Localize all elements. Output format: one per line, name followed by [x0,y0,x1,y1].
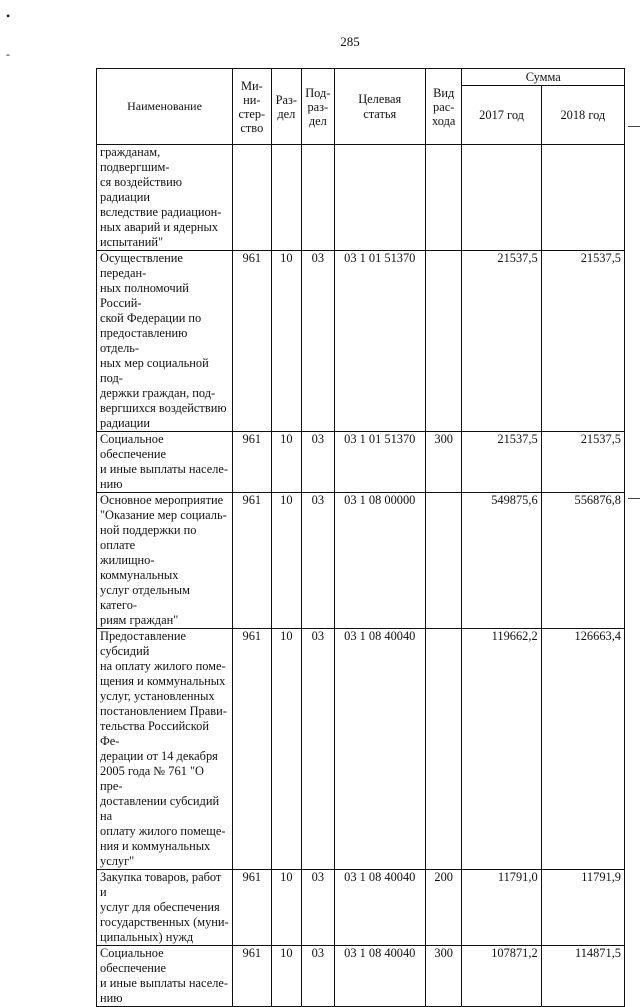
header-section: Раз- дел [271,69,301,145]
row-ministry: 961 [233,493,272,629]
header-name: Наименование [97,69,233,145]
row-target: 03 1 08 40040 [334,946,425,1007]
row-name: Основное мероприятие "Оказание мер социаль- ной поддержки по оплате жилищно-коммунальных услуг отдельным катего- риям граждан" [97,493,233,629]
row-sum-2018: 11791,9 [541,870,624,946]
row-expense-type [425,145,462,251]
row-subsection: 03 [302,432,334,493]
row-sum-2018 [541,145,624,251]
table-row [97,493,625,629]
row-subsection: 03 [302,870,334,946]
row-target: 03 1 08 40040 [334,870,425,946]
row-section [271,145,301,251]
row-section: 10 [271,629,301,870]
header-expense-type: Вид рас- хода [425,69,462,145]
row-name: гражданам, подвергшим- ся воздействию радиации вследствие радиацион- ных аварий и ядерных испытаний" [97,145,233,251]
page-number: 285 [340,34,360,49]
row-section: 10 [271,946,301,1007]
row-sum-2018: 126663,4 [541,629,624,870]
row-subsection: 03 [302,251,334,432]
row-name: Предоставление субсидий на оплату жилого поме- щения и коммунальных услуг, установленных постановлением Прави- тельства Российской Фе- дерации от 14 декабря 2005 года № 761 "О пре- доставлении субсидий на оплату жилого помеще- ния и коммунальных услуг" [97,629,233,870]
budget-table [96,68,625,1007]
row-name: Осуществление передан- ных полномочий Россий- ской Федерации по предоставлению отдель- ных мер социальной под- держки граждан, под- вергшихся воздействию радиации [97,251,233,432]
row-section: 10 [271,251,301,432]
row-sum-2018: 21537,5 [541,251,624,432]
row-name: Социальное обеспечение и иные выплаты населе- нию [97,432,233,493]
row-sum-2018: 556876,8 [541,493,624,629]
row-sum-2017: 21537,5 [462,432,541,493]
row-sum-2017: 119662,2 [462,629,541,870]
row-section: 10 [271,870,301,946]
table-row [97,629,625,870]
row-expense-type: 200 [425,870,462,946]
row-ministry: 961 [233,432,272,493]
row-sum-2017: 549875,6 [462,493,541,629]
row-ministry [233,145,272,251]
row-subsection: 03 [302,946,334,1007]
header-sum: Сумма [462,69,625,86]
header-year-2018: 2018 год [541,86,624,145]
row-expense-type [425,493,462,629]
header-ministry: Ми- ни- стер- ство [233,69,272,145]
header-target: Целевая статья [334,69,425,145]
row-name: Социальное обеспечение и иные выплаты населе- нию [97,946,233,1007]
row-ministry: 961 [233,870,272,946]
row-ministry: 961 [233,251,272,432]
row-expense-type [425,251,462,432]
row-sum-2018: 114871,5 [541,946,624,1007]
row-subsection: 03 [302,493,334,629]
scan-mark-dot: • [6,9,11,23]
row-target: 03 1 08 00000 [334,493,425,629]
row-sum-2017: 107871,2 [462,946,541,1007]
edge-tick [628,498,640,499]
row-section: 10 [271,493,301,629]
header-subsection: Под- раз- дел [302,69,334,145]
row-ministry: 961 [233,946,272,1007]
row-sum-2017: 11791,0 [462,870,541,946]
row-target: 03 1 01 51370 [334,432,425,493]
row-expense-type: 300 [425,946,462,1007]
table-row [97,145,625,251]
row-target [334,145,425,251]
row-sum-2018: 21537,5 [541,432,624,493]
table-row [97,432,625,493]
row-expense-type: 300 [425,432,462,493]
row-subsection [302,145,334,251]
row-name: Закупка товаров, работ и услуг для обеспечения государственных (муни- ципальных) нужд [97,870,233,946]
row-target: 03 1 08 40040 [334,629,425,870]
row-sum-2017: 21537,5 [462,251,541,432]
row-expense-type [425,629,462,870]
row-ministry: 961 [233,629,272,870]
edge-tick [628,126,640,127]
row-subsection: 03 [302,629,334,870]
table-row [97,251,625,432]
row-section: 10 [271,432,301,493]
header-year-2017: 2017 год [462,86,541,145]
table-row [97,870,625,946]
row-sum-2017 [462,145,541,251]
table-row [97,946,625,1007]
row-target: 03 1 01 51370 [334,251,425,432]
scan-mark-dash: - [6,47,10,61]
